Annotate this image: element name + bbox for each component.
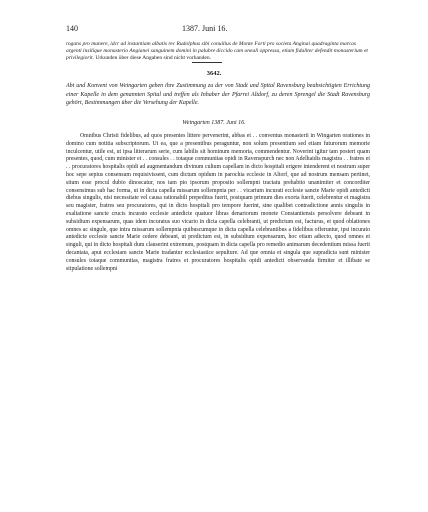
page-number: 140 — [66, 24, 78, 33]
previous-entry-note: Urkunden über diese Angaben sind nicht vorhanden. — [95, 55, 211, 61]
document-number: 3642. — [206, 70, 222, 77]
page-header — [66, 24, 370, 36]
document-body — [66, 133, 370, 273]
previous-entry-text: rogans pro munere, idcr ad instantiam albatis rec Rudolphus sibi conuilius de Monte Forti pro societa Anginai quadraginta marcas argenti insilique monasterio Angianei sanguinem domini in palubre diccido cam oneali oppressa, etiam fidaliter defendit monasterium et privilegiorit. — [66, 41, 368, 61]
previous-entry — [66, 41, 370, 62]
regest-summary: Abt und Konvent von Weingarten geben ihre Zustimmung zu der von Stadt und Spital Ravensburg beabsichtigten Errichtung einer Kapelle in dem genannten Spital und treffen als Inhaber der Pfarrei Altdorf, zu deren Sprengel die Stadt Ravensburg gehört, Bestimmungen über die Versehung der Kapelle. — [66, 83, 370, 106]
running-title: 1387. Juni 16. — [182, 24, 228, 33]
body-paragraph: Omnibus Christi fidelibus, ad quos presentes littere pervenerint, abbas et . . conventus monasterii in Wingarten orationes in domino cum notitia subscriptorum. Ut ea, que a presentibus peraguntur, non solum presentium sed etiam futurorum memorie inculcentur, utile est, ut ipsa litterarum serie, cum labilis sit hominum memoria, commendentur. Noverint igitur tam posteri quam presentes, quod, cum minister et . . consules . . totaque communitas opidi in Ravenspurch nec non Adelhaidis magistra . . fratres et . . procuratores hospitalis opidi ad augmentandum divinum cultum capellam in dicto hospitali erigere intenderent et nostrum super hoc sepe sepius consensum requisivissent, cum dictum opidum in parochia ecclesie in Altorf, que ad nostrum mensam pertinet, situm esse procul dubio dinoscatur, nos tam pio ipsorum proposito sollempni tractatu prehabito unanimiter et concorditer consensimus sub hac forma, ut in dicta capella missarum sollempnia per . . vicarium incurati ecclesie sancte Marie opidi antedicti diebus singulis, nisi necessitate vel causa rationabili prepeditus fuerit, postquam primum dies exorta fuerit, celebrentur et magistra seu magister, fratres seu procuratores, qui in dicto hospitali pro tempore fuerint, sine qualibet contradictione annis singulis in exaltatione sancte crucis incurato ecclesie antedicte quatuor libras denariorum monete Constantiensis persolvere debeant in subsidium expensarum, quas idem incuratus suo vicario in dicta capella celebranti, ut predictum est, facturus, et quod oblationes omnes ac singule, que intra missarum sollempnia quibuscumque in dicta capella celebrantibus a fidelibus offeruntur, ipsi incurato antedicte ecclesie sancte Marie cedere debeant, ut predictum est, in subsidium expensarum, hoc etiam adiecto, quod omnes et singuli, qui in dicto hospitali dum clauserint extremum, postquam in dicta capella pro remedio animarum decedentium missa fuerit decantata, aput ecclesiam sancte Marie tradantur ecclesiastice sepulture. Ad que omnia et singula que supradicta sunt minister consules totaque communitas, magistra fratres et procuratores hospitalis opidi antedicti observanda firmiter et illibate se stipulatione sollempni — [66, 133, 370, 272]
section-divider — [192, 62, 222, 63]
place-date: Weingarten 1387. Juni 16. — [182, 120, 246, 126]
